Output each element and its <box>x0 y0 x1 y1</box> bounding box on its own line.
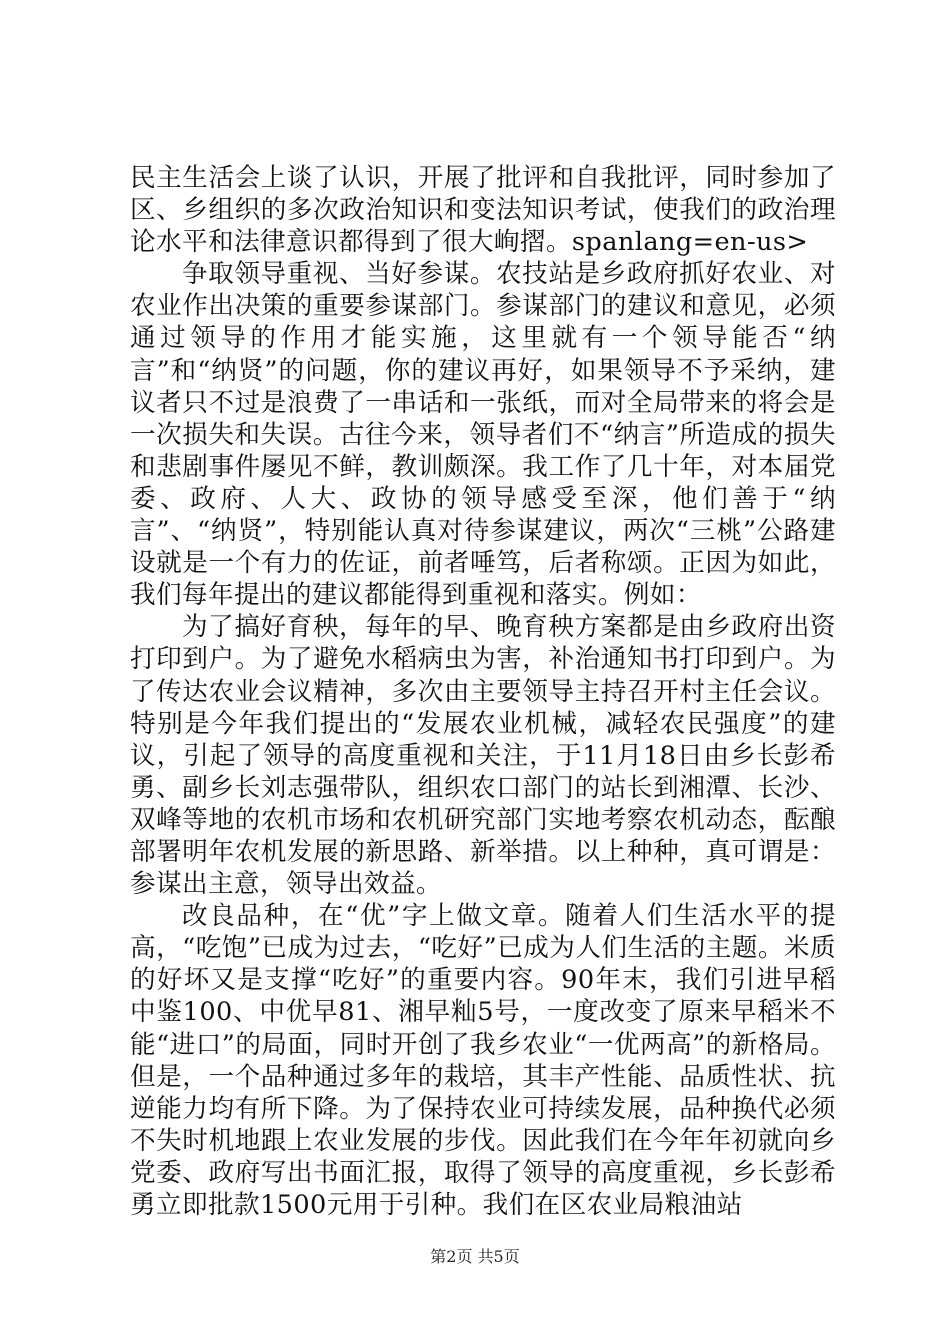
page-footer <box>0 1247 950 1267</box>
paragraph-2: 争取领导重视、当好参谋。农技站是乡政府抓好农业、对农业作出决策的重要参谋部门。参谋部门的建议和意见，必须通过领导的作用才能实施，这里就有一个领导能否“纳言”和“纳贤”的问题，你的建议再好，如果领导不予采纳，建议者只不过是浪费了一串话和一张纸，而对全局带来的将会是一次损失和失误。古往今来，领导者们不“纳言”所造成的损失和悲剧事件屡见不鲜，教训颇深。我工作了几十年，对本届党委、政府、人大、政协的领导感受至深，他们善于“纳言”、“纳贤”，特别能认真对待参谋建议，两次“三桃”公路建设就是一个有力的佐证，前者唾笃，后者称颂。正因为如此，我们每年提出的建议都能得到重视和落实。例如： <box>130 259 836 611</box>
page-number: 第2页 <box>430 1247 473 1266</box>
paragraph-1: 民主生活会上谈了认识，开展了批评和自我批评，同时参加了区、乡组织的多次政治知识和变法知识考试，使我们的政治理论水平和法律意识都得到了很大峋摺。spanlang=en-us> <box>130 163 836 258</box>
page-total: 共5页 <box>477 1247 520 1266</box>
document-body <box>130 162 836 1221</box>
paragraph-3: 为了搞好育秧，每年的早、晚育秧方案都是由乡政府出资打印到户。为了避免水稻病虫为害，补治通知书打印到户。为了传达农业会议精神，多次由主要领导主持召开村主任会议。特别是今年我们提出的“发展农业机械，减轻农民强度”的建议，引起了领导的高度重视和关注，于11月18日由乡长彭希勇、副乡长刘志强带队，组织农口部门的站长到湘潭、长沙、双峰等地的农机市场和农机研究部门实地考察农机动态，酝酿部署明年农机发展的新思路、新举措。以上种种，真可谓是：参谋出主意，领导出效益。 <box>130 612 836 900</box>
paragraph-4: 改良品种，在“优”字上做文章。随着人们生活水平的提高，“吃饱”已成为过去，“吃好”已成为人们生活的主题。米质的好坏又是支撑“吃好”的重要内容。90年末，我们引进早稻中鉴100、中优早81、湘早籼5号，一度改变了原来早稻米不能“进口”的局面，同时开创了我乡农业“一优两高”的新格局。但是，一个品种通过多年的栽培，其丰产性能、品质性状、抗逆能力均有所下降。为了保持农业可持续发展，品种换代必须不失时机地跟上农业发展的步伐。因此我们在今年年初就向乡党委、政府写出书面汇报，取得了领导的高度重视，乡长彭希勇立即批款1500元用于引种。我们在区农业局粮油站 <box>130 901 836 1220</box>
